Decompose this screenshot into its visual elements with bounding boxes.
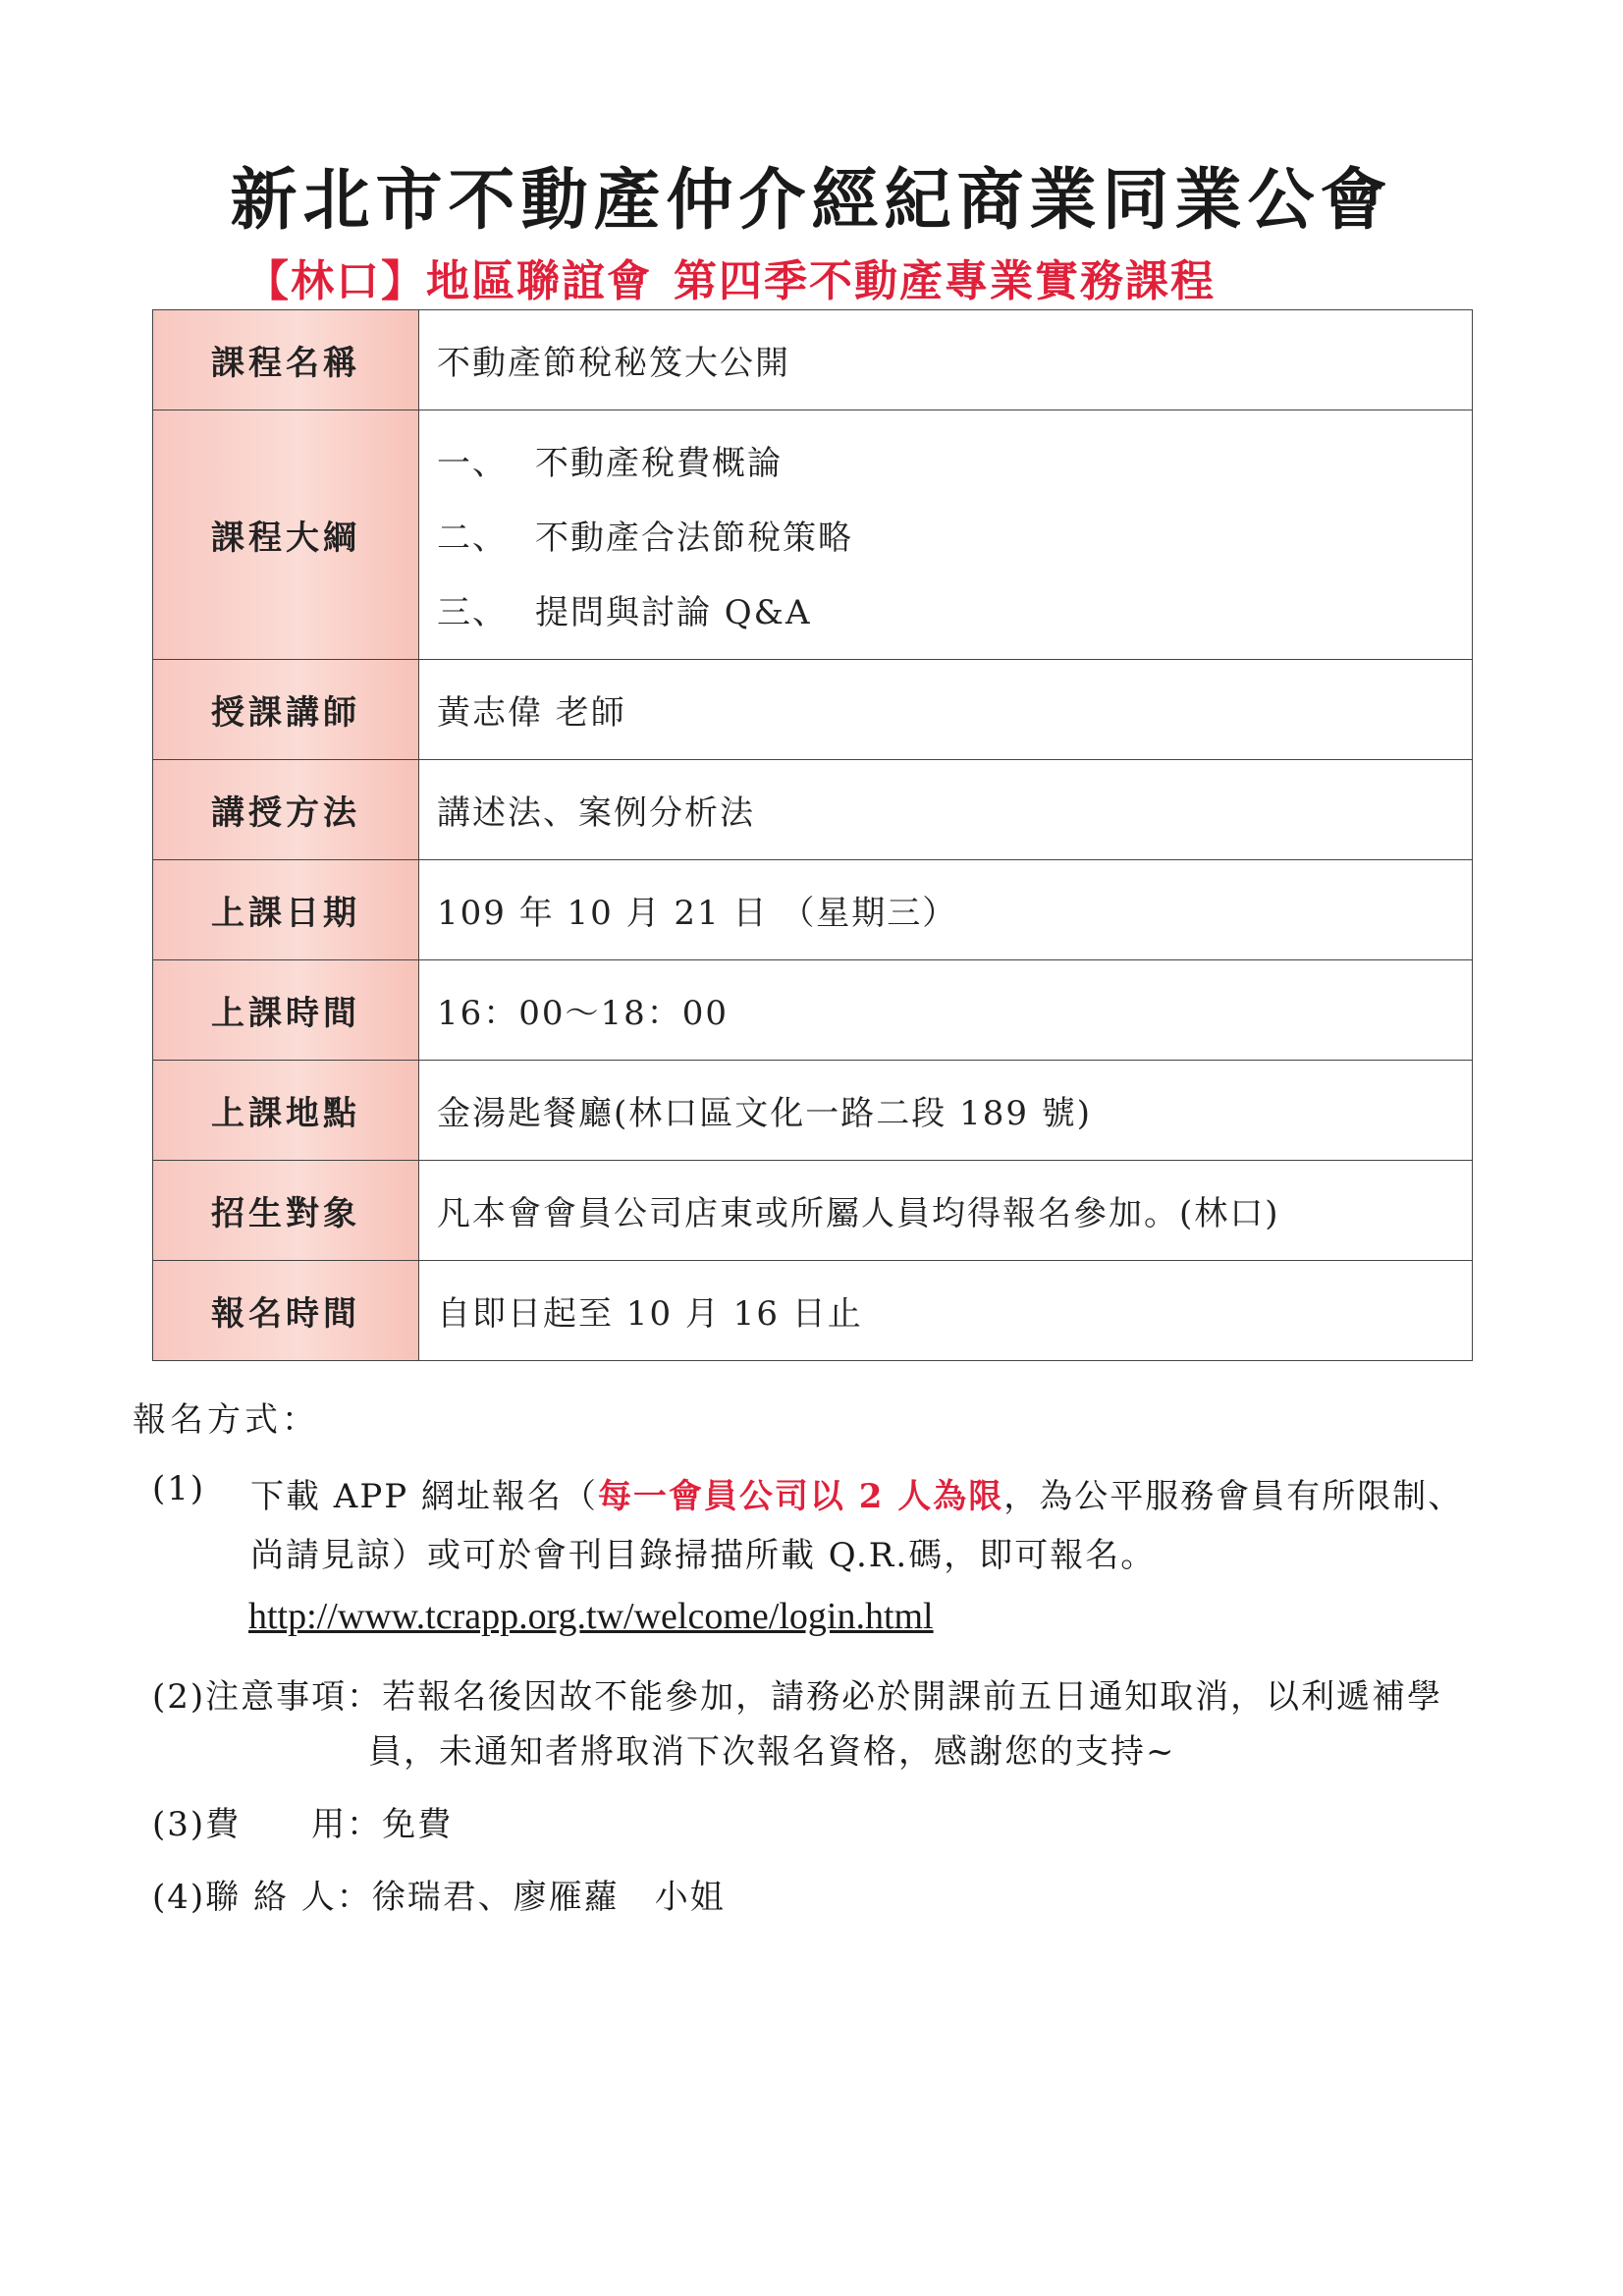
registration-item-1-line-1 <box>250 1469 1463 1517</box>
date-value: 109 年 10 月 21 日 （星期三） <box>419 860 1473 960</box>
notice-line-1: (2)注意事項：若報名後因故不能參加，請務必於開課前五日通知取消，以利遞補學 <box>152 1677 1443 1717</box>
table-row <box>153 1161 1473 1261</box>
outline-text: 不動產合法節稅策略 <box>535 519 853 558</box>
course-name-value: 不動產節稅秘笈大公開 <box>419 310 1473 410</box>
target-label: 招生對象 <box>153 1161 419 1261</box>
registration-item-1-line-2: 尚請見諒）或可於會刊目錄掃描所載 Q.R.碼，即可報名。 <box>250 1536 1157 1575</box>
method-label: 講授方法 <box>153 760 419 860</box>
table-row <box>153 310 1473 410</box>
subtitle-region: 【林口】地區聯誼會 <box>245 256 652 306</box>
outline-number: 一、 <box>437 444 508 483</box>
registration-heading: 報名方式： <box>133 1400 319 1440</box>
registration-url-link[interactable]: http://www.tcrapp.org.tw/welcome/login.html <box>248 1596 934 1637</box>
outline-text: 提問與討論 Q&A <box>535 593 812 632</box>
outline-number: 三、 <box>437 593 508 632</box>
location-value: 金湯匙餐廳(林口區文化一路二段 189 號) <box>419 1061 1473 1161</box>
registration-item-1-pre: 下載 APP 網址報名（ <box>250 1477 598 1516</box>
table-row <box>153 1061 1473 1161</box>
contact-line: (4)聯 絡 人：徐瑞君、廖雁蘿 小姐 <box>152 1878 726 1917</box>
page-subtitle <box>245 246 1216 308</box>
outline-item <box>437 423 1472 498</box>
fee-line: (3)費 用：免費 <box>152 1805 454 1844</box>
page-title: 新北市不動產仲介經紀商業同業公會 <box>230 161 1393 240</box>
outline-value <box>419 410 1473 660</box>
time-value: 16：00～18：00 <box>419 960 1473 1061</box>
registration-limit-highlight: 每一會員公司以 2 人為限 <box>597 1477 1004 1516</box>
method-value: 講述法、案例分析法 <box>419 760 1473 860</box>
notice-line-2: 員，未通知者將取消下次報名資格，感謝您的支持~ <box>368 1732 1176 1772</box>
outline-text: 不動產稅費概論 <box>535 444 783 483</box>
location-label: 上課地點 <box>153 1061 419 1161</box>
target-value: 凡本會會員公司店東或所屬人員均得報名參加。(林口) <box>419 1161 1473 1261</box>
instructor-value: 黃志偉 老師 <box>419 660 1473 760</box>
course-name-label: 課程名稱 <box>153 310 419 410</box>
outline-number: 二、 <box>437 519 508 558</box>
outline-label: 課程大綱 <box>153 410 419 660</box>
table-row <box>153 410 1473 660</box>
registration-period-label: 報名時間 <box>153 1261 419 1361</box>
registration-item-1-number: (1) <box>152 1469 206 1508</box>
table-row <box>153 660 1473 760</box>
course-info-table <box>152 309 1473 1361</box>
time-label: 上課時間 <box>153 960 419 1061</box>
table-row <box>153 860 1473 960</box>
table-row <box>153 1261 1473 1361</box>
registration-item-1-post: ，為公平服務會員有所限制、 <box>1003 1477 1464 1516</box>
instructor-label: 授課講師 <box>153 660 419 760</box>
table-row <box>153 760 1473 860</box>
subtitle-course: 第四季不動產專業實務課程 <box>674 256 1216 306</box>
outline-item <box>437 573 1472 647</box>
table-row <box>153 960 1473 1061</box>
registration-period-value: 自即日起至 10 月 16 日止 <box>419 1261 1473 1361</box>
outline-item <box>437 498 1472 573</box>
date-label: 上課日期 <box>153 860 419 960</box>
